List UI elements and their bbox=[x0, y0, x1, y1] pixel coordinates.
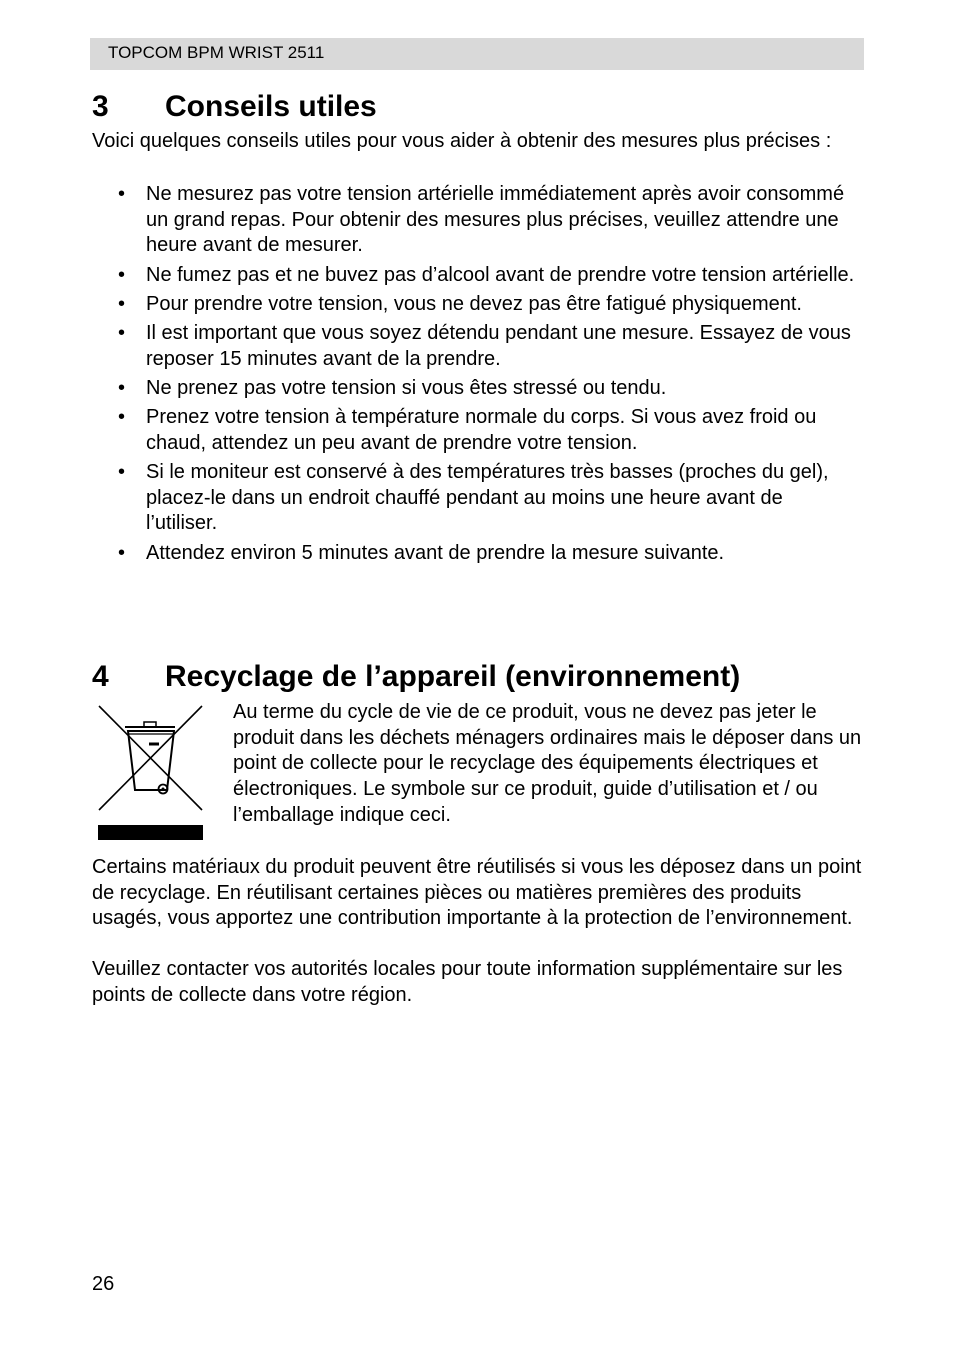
list-item bbox=[92, 405, 864, 456]
tip-text: Si le moniteur est conservé à des températures très basses (proches du gel), placez-le dans un endroit chauffé pendant au moins une heure avant de bbox=[146, 461, 829, 509]
tip-text-continuation: l’utiliser. bbox=[146, 512, 218, 535]
bullet: • bbox=[118, 183, 126, 205]
recycling-paragraph-1: Certains matériaux du produit peuvent être réutilisés si vous les déposez dans un point de recyclage. En réutilisant certaines pièces ou matières premières des produits usagés, vous apportez une contribution importante à la protection de l’environnement. bbox=[92, 856, 862, 930]
tip-text: Ne mesurez pas votre tension artérielle immédiatement après avoir consommé un grand repas. Pour obtenir des mesures plus précises, veuillez attendre une heure avant de mesurer. bbox=[146, 183, 845, 257]
list-item bbox=[92, 541, 864, 567]
tip-text: Prenez votre tension à température normale du corps. Si vous avez froid ou chaud, attendez un peu avant de prendre votre tension. bbox=[146, 406, 817, 454]
tips-list bbox=[92, 182, 864, 570]
recycling-paragraph-2: Veuillez contacter vos autorités locales pour toute information supplémentaire sur les points de collecte dans votre région. bbox=[92, 958, 843, 1006]
section-4-title: Recyclage de l’appareil (environnement) bbox=[165, 660, 741, 693]
list-item bbox=[92, 376, 864, 402]
running-header bbox=[90, 38, 864, 70]
bullet: • bbox=[118, 541, 126, 564]
bullet: • bbox=[118, 322, 126, 345]
bullet: • bbox=[118, 406, 126, 429]
tip-text: Pour prendre votre tension, vous ne devez pas être fatigué physiquement. bbox=[146, 292, 802, 315]
bullet: • bbox=[118, 263, 126, 286]
section-3-title: Conseils utiles bbox=[165, 90, 377, 123]
list-item bbox=[92, 263, 864, 289]
list-item bbox=[92, 321, 864, 372]
tip-text: Ne prenez pas votre tension si vous êtes stressé ou tendu. bbox=[146, 376, 667, 399]
tip-text: Ne fumez pas et ne buvez pas d’alcool avant de prendre votre tension artérielle. bbox=[146, 263, 855, 286]
section-4-number: 4 bbox=[92, 660, 109, 693]
list-item bbox=[92, 292, 864, 318]
section-3-intro: Voici quelques conseils utiles pour vous aider à obtenir des mesures plus précises : bbox=[92, 130, 832, 152]
page-number: 26 bbox=[92, 1273, 115, 1295]
bullet: • bbox=[118, 292, 126, 315]
tip-text: Attendez environ 5 minutes avant de prendre la mesure suivante. bbox=[146, 541, 725, 564]
header-title: TOPCOM BPM WRIST 2511 bbox=[108, 43, 325, 62]
tip-text: Il est important que vous soyez détendu pendant une mesure. Essayez de vous reposer 15 minutes avant de la prendre. bbox=[146, 322, 851, 370]
weee-description: Au terme du cycle de vie de ce produit, vous ne devez pas jeter le produit dans les déchets ménagers ordinaires mais le déposer dans un point de collecte pour le recyclage des équipements électriques et électroniques. Le symbole sur ce produit, guide d’utilisation et / ou l’emballage indique ceci. bbox=[233, 701, 862, 826]
weee-crossed-bin-icon bbox=[97, 704, 204, 842]
list-item bbox=[92, 460, 864, 537]
section-3-number: 3 bbox=[92, 90, 109, 123]
bullet: • bbox=[118, 376, 126, 399]
bullet: • bbox=[118, 461, 126, 484]
list-item bbox=[92, 182, 864, 259]
